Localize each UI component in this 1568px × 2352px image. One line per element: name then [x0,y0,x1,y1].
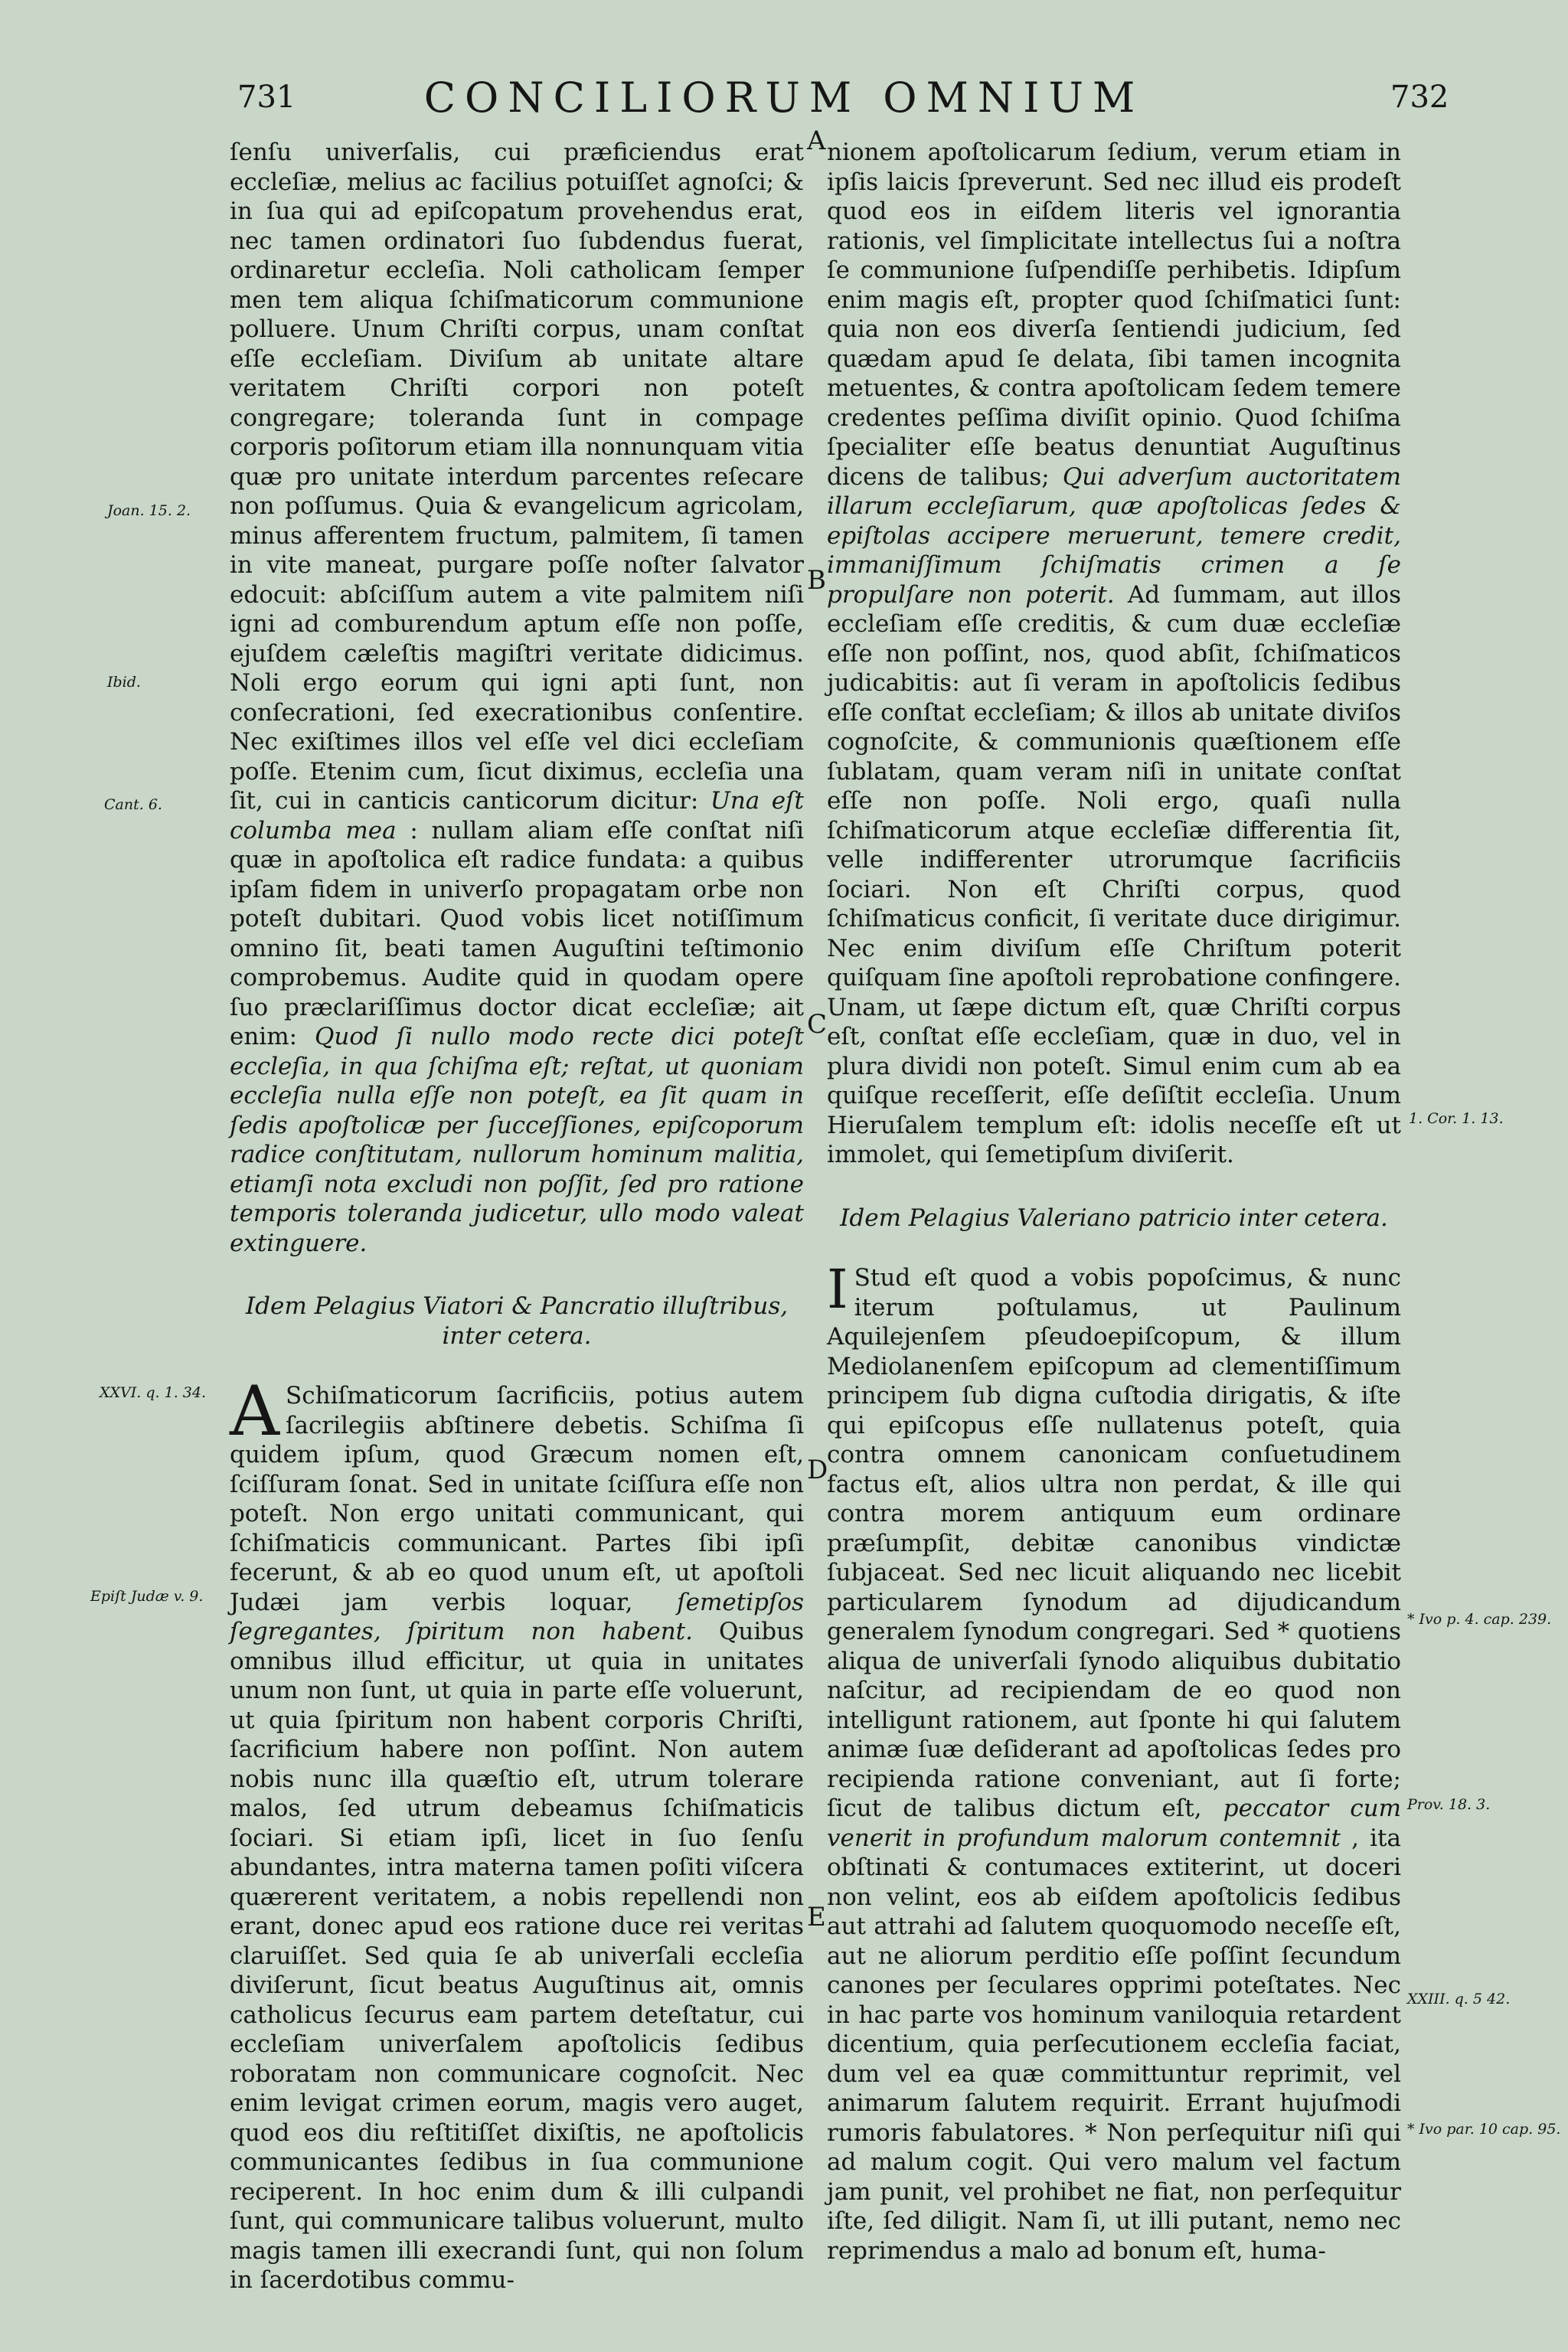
quote: ſemetipſos ſegregantes, ſpiritum non habent. [230,1588,804,1645]
marginal-note: * Ivo p. 4. cap. 239. [1407,1611,1552,1628]
section-heading: Idem Pelagius Valeriano patricio inter cetera. [840,1204,1388,1232]
quote: Quod ſi nullo modo recte dici poteſt eccleſia, in qua ſchiſma eſt; reſtat, ut quoniam eccleſia nulla eſſe non poteſt, ea ſit quam in ſedis apoſtolicæ per ſucceſſiones, epiſcoporum radice conſtitutam, nullorum hominum malitia, etiamſi nota excludi non poſſit, ſed pro ratione temporis toleranda judicetur, ullo modo valeat extinguere. [230,1023,805,1257]
drop-cap: A [230,1371,279,1452]
body-text: Ad ſummam, aut illos eccleſiam eſſe creditis, & cum duæ eccleſiæ eſſe non poſſint, nos, quod abſit, ſchiſmaticos judicabitis: aut ſi veram in apoſtolicis ſedibus eſſe conſtat eccleſiam; & illos ab unitate diviſos cognoſcite, & communionis quæſtionem eſſe ſublatam, quam veram niſi in unitate conſtat eſſe non poſſe. Noli ergo, quaſi nulla ſchiſmaticorum atque eccleſiæ differentia ſit, velle indifferenter utrorumque ſacrificiis ſociari. Non eſt Chriſti corpus, quod ſchiſmaticus conficit, ſi veritate duce dirigimur. Nec enim diviſum eſſe Chriſtum poterit quiſquam ſine apoſtoli reprobatione confingere. Unam, ut ſæpe dictum eſt, quæ Chriſti corpus eſt, conſtat eſſe eccleſiam, quæ in duo, vel in plura dividi non poteſt. Simul enim cum ab ea quiſque receſſerit, eſſe deſiſtit eccleſia. Unum Hieruſalem templum eſt: idolis neceſſe eſt ut immolet, qui ſemetipſum diviſerit. [827,580,1401,1168]
body-text: , ita obſtinati & contumaces extiterint, ut doceri non velint, eos ab eiſdem apoſtolicis ſedibus aut attrahi ad ſalutem quoquomodo neceſſe eſt, aut ne aliorum perditio eſſe poſſint ſecundum canones per ſeculares opprimi poteſtates. Nec in hac parte vos hominum vaniloquia retardent dicentium, quia perſecutionem eccleſia faciat, dum vel ea quæ committuntur reprimit, vel animarum ſalutem requirit. Errant hujuſmodi rumoris fabulatores. * Non perſequitur niſi qui ad malum cogit. Qui vero malum vel factum jam punit, vel prohibet ne fiat, non perſequitur iſte, ſed diligit. Nam ſi, ut illi putant, nemo nec reprimendus a malo ad bonum eſt, huma- [827,1824,1401,2265]
section-marker-b: B [807,565,826,596]
section-marker-d: D [807,1455,828,1485]
body-text: : nullam aliam eſſe conſtat niſi quæ in apoſtolica eſt radice fundata: a quibus ipſam fidem in univerſo propagatam orbe non poteſt dubitari. Quod vobis licet notiſſimum omnino ſit, beati tamen Auguſtini teſtimonio comprobemus. Audite quid in quodam opere ſuo præclariſſimus doctor dicat eccleſiæ; ait enim: [230,816,804,1050]
quote: Qui adverſum auctoritatem illarum eccleſiarum, quæ apoſtolicas ſedes & epiſtolas accipere meruerunt, temere credit, immaniſſimum ſchiſmatis crimen a ſe propulſare non poterit. [827,462,1401,609]
marginal-note: 1. Cor. 1. 13. [1409,1110,1504,1127]
paragraph [827,1258,1401,2265]
page-number-left: 731 [237,80,296,115]
section-heading: Idem Pelagius Viatori & Pancratio illuſtribus, inter cetera. [245,1292,789,1350]
marginal-note: Epiſt Judæ v. 9. [90,1588,204,1605]
paragraph [827,138,1401,1170]
running-title: CONCILIORUM OMNIUM [423,74,1145,122]
marginal-note: * Ivo par. 10 cap. 95. [1407,2121,1561,2138]
body-text: Quibus omnibus illud efficitur, ut quia in unitates unum non ſunt, ut quia in parte eſſe voluerunt, ut quia ſpiritum non habent corporis Chriſti, ſacrificium habere non poſſint. Non autem nobis nunc illa quæſtio eſt, utrum tolerare malos, ſed utrum debeamus ſchiſmaticis ſociari. Si etiam ipſi, licet in ſuo ſenſu abundantes, intra materna tamen poſiti viſcera quærerent veritatem, a nobis repellendi non erant, donec apud eos ratione duce rei veritas claruiſſet. Sed quia ſe ab univerſali eccleſia diviſerunt, ſicut beatus Auguſtinus ait, omnis catholicus ſecurus eam partem deteſtatur, cui eccleſiam univerſalem apoſtolicis ſedibus roboratam non communicare cognoſcit. Nec enim levigat crimen eorum, magis vero auget, quod eos diu reſtitiſſet dixiſtis, ne apoſtolicis communicantes ſedibus in ſua communione reciperent. In hoc enim dum & illi culpandi ſunt, qui communicare talibus voluerunt, multo magis tamen illi execrandi ſunt, qui non ſolum in ſacerdotibus commu- [230,1618,804,2294]
marginal-note: Prov. 18. 3. [1407,1796,1491,1813]
quote: peccator cum venerit in profundum malorum contemnit [827,1795,1401,1852]
section-marker-a: A [807,126,826,156]
section-marker-e: E [807,1902,826,1932]
marginal-note: Ibid. [107,674,141,691]
drop-cap: I [827,1258,848,1321]
body-text: Stud eſt quod a vobis popoſcimus, & nunc iterum poſtulamus, ut Paulinum Aquilejenſem pſeudoepiſcopum, & illum Mediolanenſem epiſcopum ad clementiſſimum principem ſub digna cuſtodia dirigatis, & iſte qui epiſcopus eſſe nullatenus poteſt, quia contra omnem canonicam conſuetudinem factus eſt, alios ultra non perdat, & ille qui contra morem antiquum eum ordinare præſumpſit, debitæ canonibus vindictæ ſubjaceat. Sed nec licuit aliquando nec licebit particularem ſynodum ad dijudicandum generalem ſynodum congregari. Sed * quotiens aliqua de univerſali ſynodo aliquibus dubitatio naſcitur, ad recipiendam de eo quod non intelligunt rationem, aut ſponte hi qui ſalutem animæ ſuæ deſiderant ad apoſtolicas ſedes pro recipienda ratione conveniant, aut ſi forte; ſicut de talibus dictum eſt, [827,1264,1401,1822]
body-text: Schiſmaticorum ſacrificiis, potius autem ſacrilegiis abſtinere debetis. Schiſma ſi quidem ipſum, quod Græcum nomen eſt, ſciſſuram ſonat. Sed in unitate ſciſſura eſſe non poteſt. Non ergo unitati communicant, qui ſchiſmaticis communicant. Partes ſibi ipſi fecerunt, & ab eo quod unum eſt, ut apoſtoli Judæi jam verbis loquar, [230,1382,804,1616]
quote: Una eſt columba mea [230,787,804,844]
marginal-note: Joan. 15. 2. [107,502,191,519]
left-column [230,138,804,2295]
section-marker-c: C [807,1009,828,1040]
paragraph [230,1371,804,2295]
body-text: ſenſu univerſalis, cui præficiendus erat eccleſiæ, melius ac facilius potuiſſet agnoſci; & in ſua qui ad epiſcopatum provehendus erat, nec tamen ordinatori ſuo ſubdendus fuerat, ordinaretur eccleſia. Noli catholicam ſemper men tem aliqua ſchiſmaticorum communione polluere. Unum Chriſti corpus, unam conſtat eſſe eccleſiam. Diviſum ab unitate altare veritatem Chriſti corpori non poteſt congregare; toleranda ſunt in compage corporis poſitorum etiam illa nonnunquam vitia quæ pro unitate interdum parcentes reſecare non poſſumus. Quia & evangelicum agricolam, minus afferentem fructum, palmitem, ſi tamen in vite maneat, purgare poſſe noſter ſalvator edocuit: abſciſſum autem a vite palmitem niſi igni ad comburendum aptum eſſe non poſſe, ejuſdem cæleſtis magiſtri veritate didicimus. Noli ergo eorum qui igni apti ſunt, non conſecrationi, ſed execrationibus conſentire. Nec exiſtimes illos vel eſſe vel dici eccleſiam poſſe. Etenim cum, ſicut diximus, eccleſia una ſit, cui in canticis canticorum dicitur: [230,139,804,815]
right-column [827,138,1401,2265]
marginal-note: XXVI. q. 1. 34. [100,1384,206,1401]
page-header [0,74,1568,135]
marginal-note: XXIII. q. 5 42. [1407,1991,1511,2007]
paragraph [230,138,804,1258]
body-text: nionem apoſtolicarum ſedium, verum etiam in ipſis laicis ſpreverunt. Sed nec illud eis prodeſt quod eos in eiſdem literis vel ignorantia rationis, vel ſimplicitate intellectus ſui a noſtra ſe communione ſuſpendiſſe perhibetis. Idipſum enim magis eſt, propter quod ſchiſmatici ſunt: quia non eos diverſa ſentiendi judicium, ſed quædam apud ſe delata, ſibi tamen incognita metuentes, & contra apoſtolicam ſedem temere credentes peſſima diviſit opinio. Quod ſchiſma ſpecialiter eſſe beatus denuntiat Auguſtinus dicens de talibus; [827,139,1401,491]
page-number-right: 732 [1390,80,1449,115]
marginal-note: Cant. 6. [104,796,162,813]
